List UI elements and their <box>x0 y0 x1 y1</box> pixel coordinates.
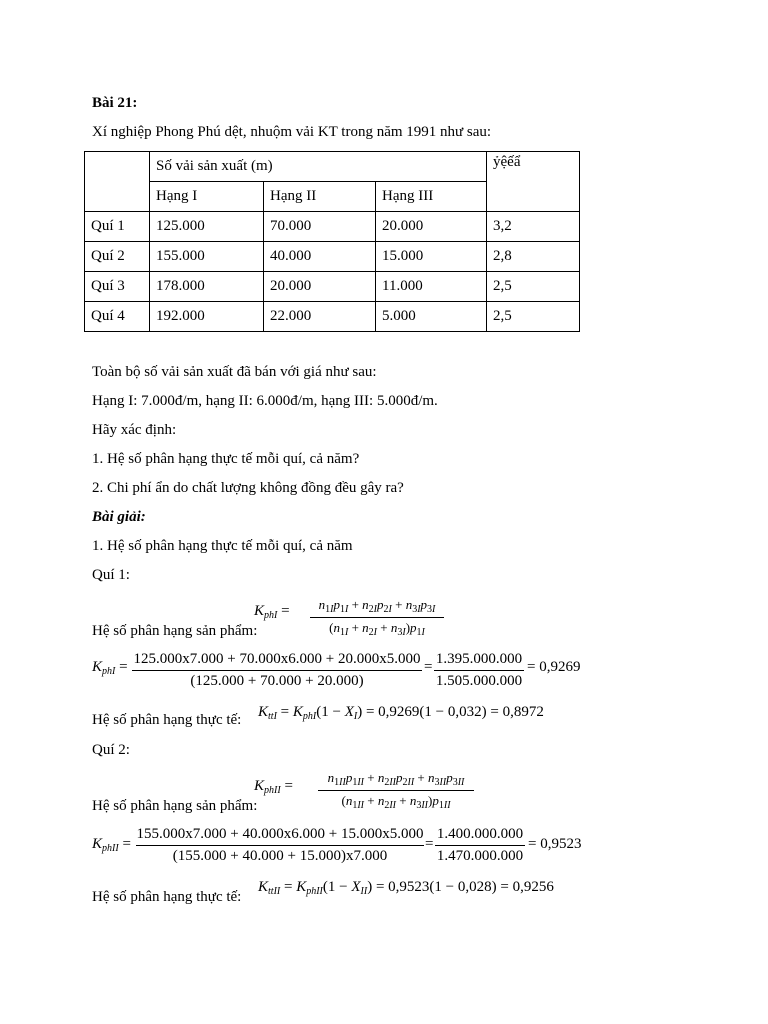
table-cell: 15.000 <box>376 242 487 272</box>
result-denominator: 1.505.000.000 <box>435 673 523 689</box>
fraction-bar <box>136 845 424 846</box>
actual-formula-rhs: = 0,9523(1 − 0,028) = 0,9256 <box>375 879 554 895</box>
result-numerator: 1.395.000.000 <box>435 651 523 667</box>
table-cell: 192.000 <box>150 302 264 332</box>
result-fraction <box>435 826 525 865</box>
table-cell: 20.000 <box>376 212 487 242</box>
calc-fraction <box>136 826 424 865</box>
equals-sign: = <box>424 659 433 675</box>
grade-header: Hạng II <box>264 182 376 212</box>
calc-numerator: 125.000x7.000 + 70.000x6.000 + 20.000x5.000 <box>133 651 421 667</box>
table-cell: 5.000 <box>376 302 487 332</box>
product-coefficient-label: Hệ số phân hạng sản phẩm: <box>92 798 258 814</box>
fraction-bar <box>318 790 474 791</box>
table-corner-cell <box>85 152 150 212</box>
table-header-row <box>85 152 580 182</box>
calc-denominator: (125.000 + 70.000 + 20.000) <box>190 673 364 689</box>
result-fraction <box>434 651 524 690</box>
calc-fraction <box>132 651 422 690</box>
calc-numerator: 155.000x7.000 + 40.000x6.000 + 15.000x5.000 <box>136 826 424 842</box>
table-cell: 2,5 <box>487 302 580 332</box>
formula-fraction <box>318 770 474 811</box>
result-value: = 0,9269 <box>527 659 581 675</box>
question-2: 2. Chi phí ẩn do chất lượng không đồng đều gây ra? <box>92 480 404 496</box>
result-denominator: 1.470.000.000 <box>436 848 524 864</box>
formula-fraction <box>310 597 444 638</box>
formula-lhs: $K_{phI}$ = <box>254 603 290 621</box>
table-cell: 155.000 <box>150 242 264 272</box>
fraction-bar <box>435 845 525 846</box>
grade-header: Hạng I <box>150 182 264 212</box>
table-cell: 22.000 <box>264 302 376 332</box>
table-group-header: Số vải sản xuất (m) <box>150 152 487 182</box>
table-cell: 20.000 <box>264 272 376 302</box>
solution-item: 1. Hệ số phân hạng thực tế mỗi quí, cả năm <box>92 538 353 554</box>
result-numerator: 1.400.000.000 <box>436 826 524 842</box>
table-cell: 178.000 <box>150 272 264 302</box>
table-cell: 11.000 <box>376 272 487 302</box>
table-last-header: ỷệếẩ <box>487 152 580 212</box>
calc-lhs: $K_{phI}$ = <box>92 659 128 677</box>
quarter-label: Quí 1: <box>92 567 130 583</box>
formula-numerator: $n_{1II}p_{1II} + n_{2II}p_{2II} + n_{3II}p_{3II}$ <box>327 770 465 788</box>
table-row <box>85 302 580 332</box>
table-row <box>85 272 580 302</box>
fraction-bar <box>310 617 444 618</box>
paragraph: Toàn bộ số vải sản xuất đã bán với giá như sau: <box>92 364 377 380</box>
formula-numerator: $n_{1I}p_{1I} + n_{2I}p_{2I} + n_{3I}p_{3I}$ <box>318 597 436 615</box>
table-cell: 40.000 <box>264 242 376 272</box>
actual-formula: $K_{ttII} = K_{phII}(1 - X_{II}) = 0,9523(1 - 0,028) = 0,9256$ <box>258 879 554 897</box>
result-value: = 0,9523 <box>528 836 582 852</box>
actual-formula: $K_{ttI} = K_{phI}(1 - X_I) = 0,9269(1 - 0,032) = 0,8972$ <box>258 704 544 722</box>
grade-header: Hạng III <box>376 182 487 212</box>
paragraph: Hãy xác định: <box>92 422 177 438</box>
table-cell: 125.000 <box>150 212 264 242</box>
calc-lhs: $K_{phII}$ = <box>92 836 131 854</box>
calc-denominator: (155.000 + 40.000 + 15.000)x7.000 <box>172 848 388 864</box>
exercise-title: Bài 21: <box>92 95 138 111</box>
production-table <box>84 151 580 332</box>
product-coefficient-label: Hệ số phân hạng sản phẩm: <box>92 623 258 639</box>
quarter-label: Quí 2: <box>92 742 130 758</box>
fraction-bar <box>132 670 422 671</box>
intro-text: Xí nghiệp Phong Phú dệt, nhuộm vải KT trong năm 1991 như sau: <box>92 124 492 140</box>
equals-sign: = <box>425 836 434 852</box>
formula-denominator: $(n_{1II} + n_{2II} + n_{3II})p_{1II}$ <box>341 793 451 811</box>
table-cell: 2,8 <box>487 242 580 272</box>
paragraph: Hạng I: 7.000đ/m, hạng II: 6.000đ/m, hạng III: 5.000đ/m. <box>92 393 438 409</box>
actual-coefficient-label: Hệ số phân hạng thực tế: <box>92 889 242 905</box>
solution-heading: Bài giải: <box>92 509 146 525</box>
actual-coefficient-label: Hệ số phân hạng thực tế: <box>92 712 242 728</box>
formula-lhs: $K_{phII}$ = <box>254 778 293 796</box>
fraction-bar <box>434 670 524 671</box>
table-cell: 3,2 <box>487 212 580 242</box>
row-label: Quí 3 <box>85 272 150 302</box>
table-cell: 70.000 <box>264 212 376 242</box>
formula-denominator: $(n_{1I} + n_{2I} + n_{3I})p_{1I}$ <box>329 620 425 638</box>
table-row <box>85 212 580 242</box>
actual-formula-rhs: = 0,9269(1 − 0,032) = 0,8972 <box>365 704 544 720</box>
table-cell: 2,5 <box>487 272 580 302</box>
row-label: Quí 4 <box>85 302 150 332</box>
table-row <box>85 242 580 272</box>
row-label: Quí 1 <box>85 212 150 242</box>
row-label: Quí 2 <box>85 242 150 272</box>
question-1: 1. Hệ số phân hạng thực tế mỗi quí, cả năm? <box>92 451 360 467</box>
